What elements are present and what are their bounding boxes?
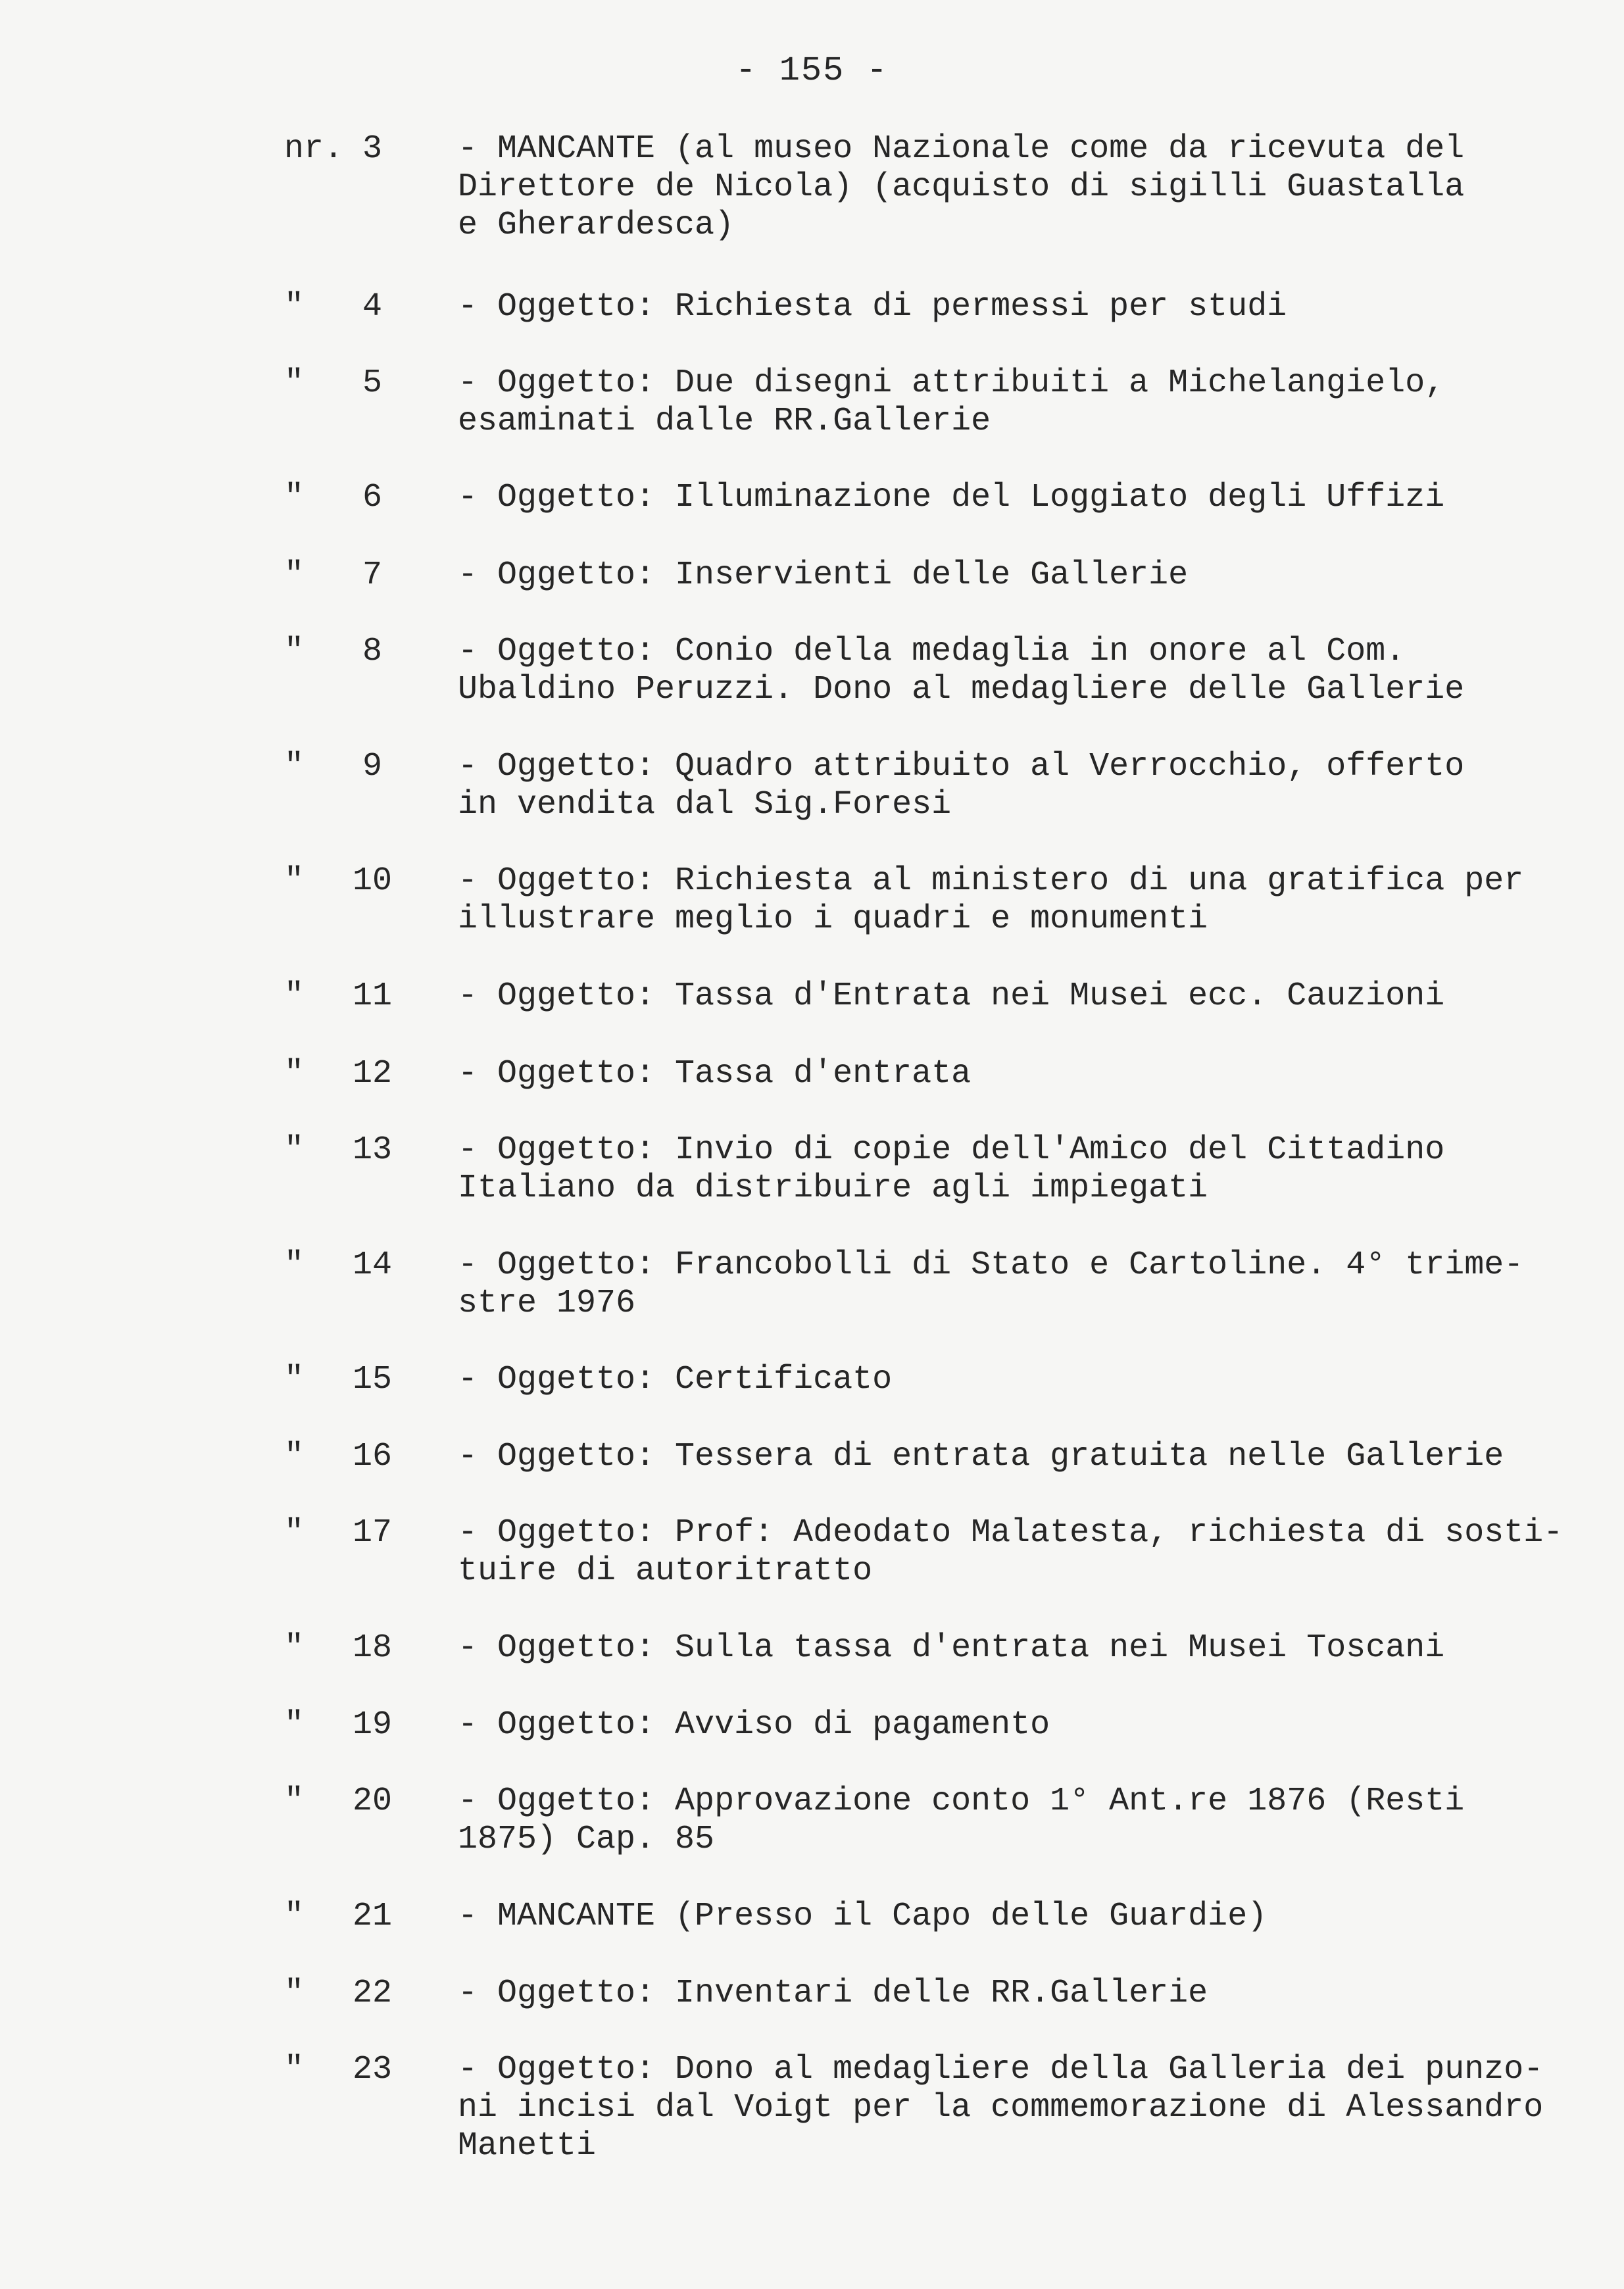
entry-number: 4 <box>362 288 382 326</box>
page-number: - 155 - <box>735 51 889 90</box>
entry-text-line: e Gherardesca) <box>458 207 735 244</box>
entry-number: 21 <box>352 1898 392 1935</box>
entry-prefix: " <box>284 1706 305 1744</box>
entry-number: 17 <box>352 1514 392 1552</box>
entry-text-line: - Oggetto: Tessera di entrata gratuita nelle Gallerie <box>458 1438 1504 1475</box>
entry-number: 19 <box>352 1706 392 1744</box>
entry-text-line: stre 1976 <box>458 1285 636 1322</box>
entry-number: 10 <box>352 862 392 900</box>
entry-text-line: tuire di autoritratto <box>458 1552 873 1590</box>
entry-prefix: " <box>284 1438 305 1475</box>
entry-text-line: - Oggetto: Due disegni attribuiti a Michelangielo, <box>458 364 1445 402</box>
entry-text-line: - Oggetto: Tassa d'entrata <box>458 1055 972 1093</box>
entry-prefix: " <box>284 479 305 516</box>
entry-prefix: " <box>284 1975 305 2012</box>
entry-text-line: - Oggetto: Invio di copie dell'Amico del Cittadino <box>458 1131 1445 1169</box>
entry-text <box>458 1438 1576 1476</box>
entry-prefix: " <box>284 862 305 900</box>
entry-number: 11 <box>352 977 392 1015</box>
entry-text <box>458 2051 1576 2165</box>
entry-text-line: - Oggetto: Francobolli di Stato e Cartoline. 4° trime- <box>458 1246 1524 1284</box>
entry-number: 9 <box>362 748 382 785</box>
entry-text-line: - Oggetto: Approvazione conto 1° Ant.re 1876 (Resti <box>458 1783 1465 1820</box>
entry-text-line: esaminati dalle RR.Gallerie <box>458 403 991 440</box>
entry-prefix: nr. <box>284 130 344 168</box>
entry-number: 16 <box>352 1438 392 1475</box>
entry-number: 12 <box>352 1055 392 1093</box>
entry-text-line: - Oggetto: Tassa d'Entrata nei Musei ecc. Cauzioni <box>458 977 1445 1015</box>
entry-number: 15 <box>352 1361 392 1398</box>
entry-prefix: " <box>284 1514 305 1552</box>
entry-text-line: - Oggetto: Certificato <box>458 1361 893 1398</box>
entry-text <box>458 1975 1576 2013</box>
entry-text-line: - Oggetto: Richiesta di permessi per studi <box>458 288 1287 326</box>
entry-text <box>458 748 1576 824</box>
entry-text <box>458 977 1576 1016</box>
entry-text-line: Direttore de Nicola) (acquisto di sigilli Guastalla <box>458 168 1465 206</box>
entry-text-line: Manetti <box>458 2127 597 2165</box>
entry-number: 22 <box>352 1975 392 2012</box>
entry-text-line: - Oggetto: Conio della medaglia in onore al Com. <box>458 633 1406 670</box>
entry-text-line: - Oggetto: Inventari delle RR.Gallerie <box>458 1975 1208 2012</box>
entry-prefix: " <box>284 364 305 402</box>
entry-text-line: 1875) Cap. 85 <box>458 1821 715 1858</box>
entry-prefix: " <box>284 1898 305 1935</box>
entry-text-line: - MANCANTE (Presso il Capo delle Guardie) <box>458 1898 1267 1935</box>
entry-text <box>458 1055 1576 1093</box>
entry-text-line: - Oggetto: Avviso di pagamento <box>458 1706 1050 1744</box>
entry-text-line: - Oggetto: Dono al medagliere della Galleria dei punzo- <box>458 2051 1544 2088</box>
entry-text-line: - Oggetto: Inservienti delle Gallerie <box>458 556 1189 594</box>
entry-number: 14 <box>352 1246 392 1284</box>
entry-prefix: " <box>284 1246 305 1284</box>
entry-number: 6 <box>362 479 382 516</box>
entry-text <box>458 1131 1576 1208</box>
entry-text <box>458 1706 1576 1744</box>
entry-text-line: illustrare meglio i quadri e monumenti <box>458 900 1208 938</box>
entry-text <box>458 364 1576 441</box>
entry-number: 8 <box>362 633 382 670</box>
entry-prefix: " <box>284 977 305 1015</box>
entry-number: 18 <box>352 1629 392 1667</box>
entry-prefix: " <box>284 2051 305 2088</box>
entry-text <box>458 1514 1576 1590</box>
entry-text <box>458 1246 1576 1323</box>
entry-prefix: " <box>284 1055 305 1093</box>
entry-number: 20 <box>352 1783 392 1820</box>
entry-text-line: - Oggetto: Illuminazione del Loggiato degli Uffizi <box>458 479 1445 516</box>
entry-text <box>458 1783 1576 1859</box>
entry-prefix: " <box>284 1783 305 1820</box>
entry-prefix: " <box>284 1361 305 1398</box>
entry-text <box>458 633 1576 709</box>
entry-text <box>458 556 1576 595</box>
entry-prefix: " <box>284 1131 305 1169</box>
entry-text-line: - Oggetto: Quadro attribuito al Verrocchio, offerto <box>458 748 1465 785</box>
entry-prefix: " <box>284 288 305 326</box>
entry-text <box>458 130 1576 245</box>
entry-text <box>458 1361 1576 1399</box>
entry-text <box>458 862 1576 939</box>
entry-text <box>458 479 1576 517</box>
entry-text-line: - Oggetto: Prof: Adeodato Malatesta, richiesta di sosti- <box>458 1514 1563 1552</box>
entry-number: 23 <box>352 2051 392 2088</box>
entry-prefix: " <box>284 748 305 785</box>
entry-number: 3 <box>362 130 382 168</box>
entry-text <box>458 288 1576 326</box>
entry-text-line: Ubaldino Peruzzi. Dono al medagliere delle Gallerie <box>458 671 1465 708</box>
entry-text-line: - Oggetto: Sulla tassa d'entrata nei Musei Toscani <box>458 1629 1445 1667</box>
entry-prefix: " <box>284 556 305 594</box>
entry-text <box>458 1629 1576 1667</box>
entry-prefix: " <box>284 633 305 670</box>
entry-text-line: - MANCANTE (al museo Nazionale come da ricevuta del <box>458 130 1465 168</box>
entry-text-line: - Oggetto: Richiesta al ministero di una gratifica per <box>458 862 1524 900</box>
entry-text-line: Italiano da distribuire agli impiegati <box>458 1169 1208 1207</box>
entry-number: 7 <box>362 556 382 594</box>
entry-text-line: in vendita dal Sig.Foresi <box>458 786 952 824</box>
entry-text <box>458 1898 1576 1936</box>
entry-number: 5 <box>362 364 382 402</box>
entry-text-line: ni incisi dal Voigt per la commemorazione di Alessandro <box>458 2089 1544 2127</box>
entry-prefix: " <box>284 1629 305 1667</box>
entry-number: 13 <box>352 1131 392 1169</box>
